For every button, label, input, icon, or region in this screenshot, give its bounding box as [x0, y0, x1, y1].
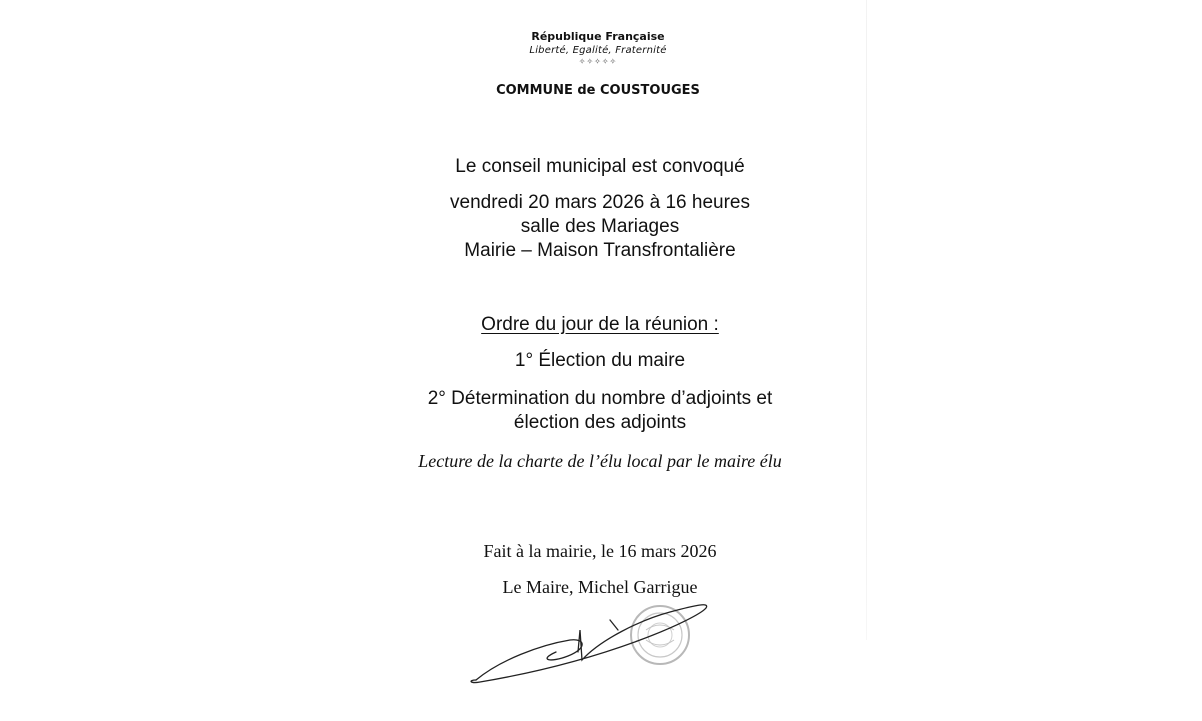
agenda-item-1: 1° Élection du maire [514, 350, 686, 371]
convocation-intro: Le conseil municipal est convoqué [455, 156, 745, 177]
republic-heading: République Française [531, 30, 665, 43]
agenda-item-2-line-2: élection des adjoints [513, 412, 687, 433]
charter-reading-note: Lecture de la charte de l’élu local par le maire élu [418, 451, 782, 471]
commune-name: COMMUNE de COUSTOUGES [496, 83, 700, 98]
meeting-place: Mairie – Maison Transfrontalière [464, 240, 736, 261]
national-motto: Liberté, Egalité, Fraternité [529, 45, 667, 56]
meeting-room: salle des Mariages [520, 216, 680, 237]
agenda-item-2-line-1: 2° Détermination du nombre d’adjoints et [427, 388, 773, 409]
ornament-divider: ✧✧✧✧✧ [578, 57, 618, 66]
done-at-line: Fait à la mairie, le 16 mars 2026 [483, 541, 717, 561]
mayor-signature-and-stamp [460, 590, 730, 690]
agenda-title: Ordre du jour de la réunion : [481, 314, 719, 335]
meeting-date: vendredi 20 mars 2026 à 16 heures [450, 192, 750, 213]
letterhead [448, 30, 748, 67]
mayor-signatory: Le Maire, Michel Garrigue [502, 577, 698, 597]
scan-page-edge [866, 0, 867, 640]
